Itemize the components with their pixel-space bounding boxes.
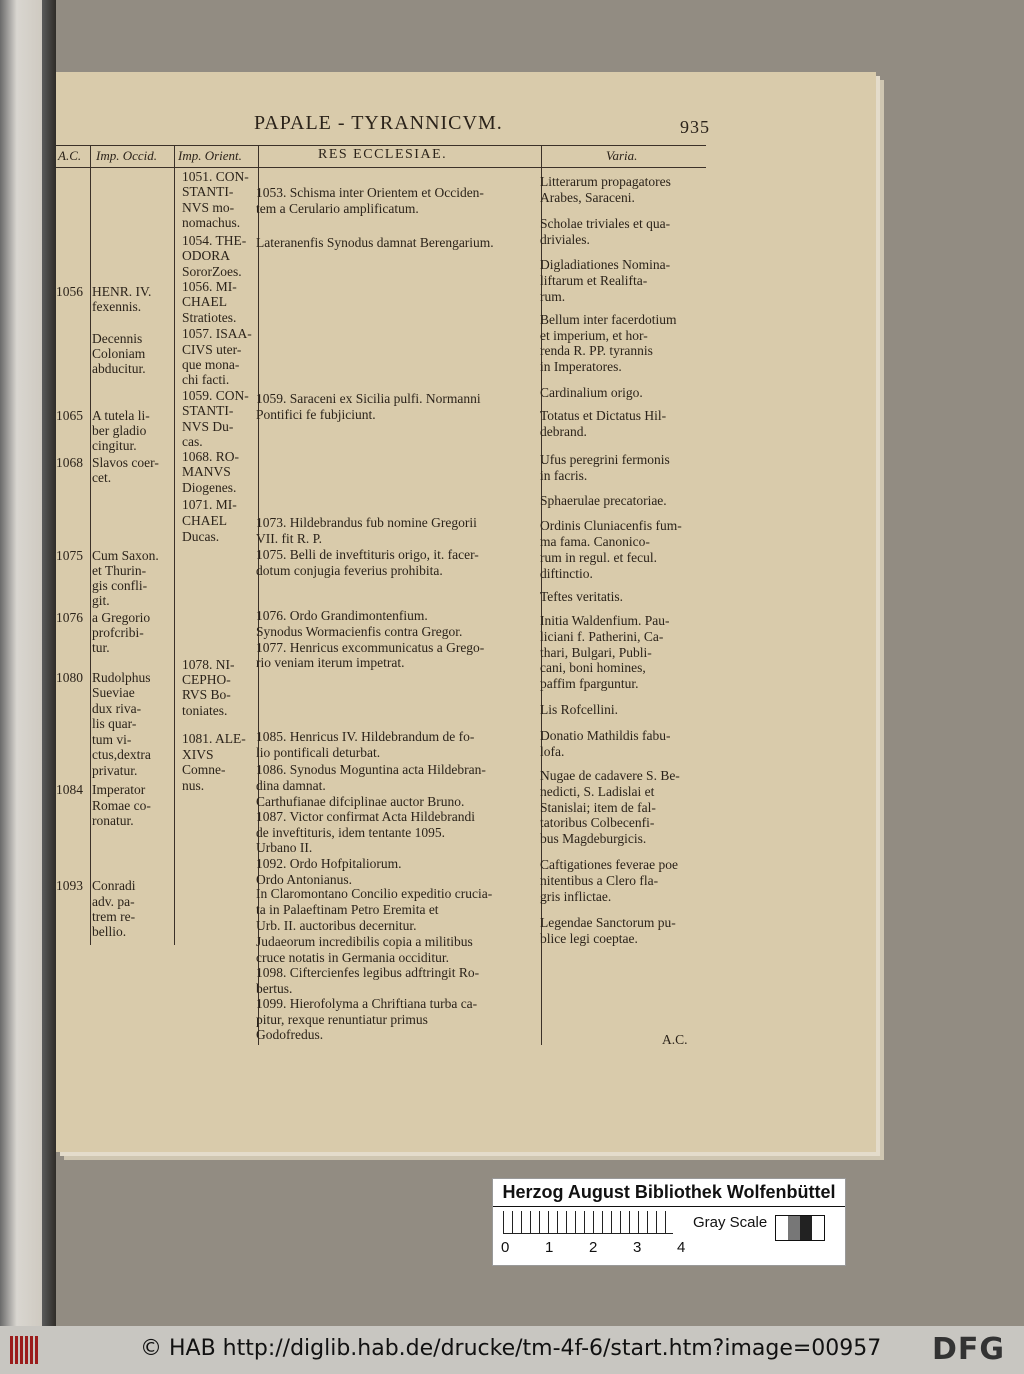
occidental-entry: bellio. <box>92 924 127 939</box>
oriental-entry: STANTI- <box>182 184 234 199</box>
library-name: Herzog August Bibliothek Wolfenbüttel <box>493 1179 845 1207</box>
col-header-ac: A.C. <box>58 148 82 163</box>
occidental-entry: fexennis. <box>92 299 142 314</box>
oriental-entry: cas. <box>182 434 203 449</box>
church-event-line: ta in Palaeftinam Petro Eremita et <box>256 902 439 917</box>
church-event-line: lio pontificali deturbat. <box>256 745 381 760</box>
oriental-entry: SororZoes. <box>182 264 242 279</box>
varia-entry: rum. <box>540 289 566 304</box>
gray-scale-swatch <box>775 1215 825 1241</box>
varia-entry: diftinctio. <box>540 566 593 581</box>
oriental-entry: CHAEL <box>182 513 227 528</box>
col-header-orient: Imp. Orient. <box>178 148 242 163</box>
oriental-entry: Diogenes. <box>182 480 237 495</box>
varia-entry: Cardinalium origo. <box>540 385 643 400</box>
varia-entry: thari, Bulgari, Publi- <box>540 645 652 660</box>
varia-entry: Lis Rofcellini. <box>540 702 618 717</box>
occidental-entry: git. <box>92 593 110 608</box>
dfg-logo: DFG <box>932 1332 1006 1367</box>
church-event-line: 1077. Henricus excommunicatus a Grego- <box>256 640 485 655</box>
occidental-entry: adv. pa- <box>92 894 135 909</box>
occidental-entry: dux riva- <box>92 701 142 716</box>
varia-entry: in facris. <box>540 468 588 483</box>
scale-ruler <box>492 1178 846 1266</box>
col-header-varia: Varia. <box>606 148 638 163</box>
church-event-line: de inveftituris, idem tentante 1095. <box>256 825 445 840</box>
oriental-entry: 1071. MI- <box>182 497 237 512</box>
varia-entry: Arabes, Saraceni. <box>540 190 635 205</box>
church-event-line: 1059. Saraceni ex Sicilia pulfi. Normanni <box>256 391 481 406</box>
oriental-entry: Comne- <box>182 762 226 777</box>
church-event-line: dotum conjugia feverius prohibita. <box>256 563 443 578</box>
occidental-entry: profcribi- <box>92 625 144 640</box>
col-header-res: RES ECCLESIAE. <box>318 147 448 162</box>
occidental-entry: tum vi- <box>92 732 132 747</box>
occidental-entry: ctus,dextra <box>92 747 151 762</box>
year-label: 1076 <box>56 610 83 625</box>
oriental-entry: 1056. MI- <box>182 279 237 294</box>
church-event-line: 1099. Hierofolyma a Chriftiana turba ca- <box>256 996 478 1011</box>
occidental-entry: Cum Saxon. <box>92 548 159 563</box>
occidental-entry: gis confli- <box>92 578 148 593</box>
varia-entry: Sphaerulae precatoriae. <box>540 493 667 508</box>
varia-entry: driviales. <box>540 232 590 247</box>
church-event-line: 1092. Ordo Hofpitaliorum. <box>256 856 402 871</box>
occidental-entry: a Gregorio <box>92 610 151 625</box>
oriental-entry: Stratiotes. <box>182 310 237 325</box>
occidental-entry: Sueviae <box>92 685 135 700</box>
oriental-entry: NVS mo- <box>182 200 235 215</box>
church-event-line: Pontifici fe fubjiciunt. <box>256 407 376 422</box>
occidental-entry: ber gladio <box>92 423 147 438</box>
varia-entry: Scholae triviales et qua- <box>540 216 671 231</box>
occidental-entry: Romae co- <box>92 798 151 813</box>
varia-entry: nitentibus a Clero fla- <box>540 873 659 888</box>
varia-entry: gris inflictae. <box>540 889 612 904</box>
occidental-entry: ronatur. <box>92 813 134 828</box>
occidental-entry: cet. <box>92 470 112 485</box>
oriental-entry: que mona- <box>182 357 240 372</box>
church-event-line: pitur, rexque renuntiatur primus <box>256 1012 428 1027</box>
oriental-entry: 1078. NI- <box>182 657 235 672</box>
year-label: 1056 <box>56 284 83 299</box>
varia-entry: Donatio Mathildis fabu- <box>540 728 671 743</box>
oriental-entry: MANVS <box>182 464 231 479</box>
occidental-entry: tur. <box>92 640 110 655</box>
church-event-line: rio veniam iterum impetrat. <box>256 655 405 670</box>
varia-entry: Totatus et Dictatus Hil- <box>540 408 667 423</box>
footer-bar <box>0 1326 1024 1374</box>
church-event-line: Urb. II. auctoribus decernitur. <box>256 918 417 933</box>
occidental-entry: lis quar- <box>92 716 137 731</box>
church-event-line: Synodus Wormacienfis contra Gregor. <box>256 624 463 639</box>
varia-entry: Ufus peregrini fermonis <box>540 452 670 467</box>
ruler-number: 0 <box>501 1239 510 1256</box>
occidental-entry: Decennis <box>92 331 143 346</box>
oriental-entry: toniates. <box>182 703 228 718</box>
year-label: 1093 <box>56 878 83 893</box>
occidental-entry: privatur. <box>92 763 138 778</box>
varia-entry: Bellum inter facerdotium <box>540 312 677 327</box>
church-event-line: bertus. <box>256 981 293 996</box>
occidental-entry: HENR. IV. <box>92 284 152 299</box>
varia-entry: Teftes veritatis. <box>540 589 624 604</box>
book-page <box>56 72 876 1152</box>
church-event-line: Judaeorum incredibilis copia a militibus <box>256 934 473 949</box>
oriental-entry: 1081. ALE- <box>182 731 246 746</box>
varia-entry: paffim fparguntur. <box>540 676 639 691</box>
varia-entry: Caftigationes feverae poe <box>540 857 678 872</box>
varia-entry: lofa. <box>540 744 565 759</box>
occidental-entry: Imperator <box>92 782 146 797</box>
varia-entry: tatoribus Colbecenfi- <box>540 815 655 830</box>
ruler-ticks <box>503 1211 673 1234</box>
church-event-line: 1085. Henricus IV. Hildebrandum de fo- <box>256 729 475 744</box>
varia-entry: et imperium, et hor- <box>540 328 648 343</box>
varia-entry: bus Magdeburgicis. <box>540 831 647 846</box>
varia-entry: cani, boni homines, <box>540 660 646 675</box>
oriental-entry: RVS Bo- <box>182 687 231 702</box>
oriental-entry: CEPHO- <box>182 672 231 687</box>
oriental-entry: STANTI- <box>182 403 234 418</box>
ruler-number: 3 <box>633 1239 642 1256</box>
hab-logo-icon <box>10 1336 40 1364</box>
oriental-entry: ODORA <box>182 248 231 263</box>
occidental-entry: Conradi <box>92 878 136 893</box>
oriental-entry: Ducas. <box>182 529 220 544</box>
col-header-occid: Imp. Occid. <box>96 148 158 163</box>
ruler-number: 2 <box>589 1239 598 1256</box>
facing-page-edge <box>0 0 42 1326</box>
oriental-entry: CIVS uter- <box>182 342 242 357</box>
ruler-number: 1 <box>545 1239 554 1256</box>
occidental-entry: trem re- <box>92 909 136 924</box>
church-event-line: 1073. Hildebrandus fub nomine Gregorii <box>256 515 477 530</box>
church-event-line: Lateranenfis Synodus damnat Berengarium. <box>256 235 494 250</box>
church-event-line: VII. fit R. P. <box>256 531 323 546</box>
varia-entry: Litterarum propagatores <box>540 174 671 189</box>
year-label: 1068 <box>56 455 83 470</box>
year-label: 1080 <box>56 670 83 685</box>
oriental-entry: 1051. CON- <box>182 169 249 184</box>
church-event-line: cruce notatis in Germania occiditur. <box>256 950 450 965</box>
varia-entry: Initia Waldenfium. Pau- <box>540 613 670 628</box>
gray-scale-label: Gray Scale <box>693 1214 768 1231</box>
varia-entry: Legendae Sanctorum pu- <box>540 915 676 930</box>
year-label: 1065 <box>56 408 83 423</box>
varia-entry: liftarum et Realifta- <box>540 273 648 288</box>
page-number: 935 <box>680 117 710 137</box>
varia-entry: blice legi coeptae. <box>540 931 638 946</box>
church-event-line: 1075. Belli de inveftituris origo, it. facer- <box>256 547 479 562</box>
running-head: PAPALE - TYRANNICVM. <box>254 112 503 134</box>
binding-gutter <box>42 0 56 1326</box>
oriental-entry: 1068. RO- <box>182 449 239 464</box>
ruler-number: 4 <box>677 1239 686 1256</box>
oriental-entry: 1059. CON- <box>182 388 249 403</box>
occidental-entry: Slavos coer- <box>92 455 159 470</box>
occidental-entry: Rudolphus <box>92 670 151 685</box>
oriental-entry: nus. <box>182 778 205 793</box>
varia-entry: renda R. PP. tyrannis <box>540 343 653 358</box>
varia-entry: Nugae de cadavere S. Be- <box>540 768 680 783</box>
occidental-entry: et Thurin- <box>92 563 147 578</box>
varia-entry: ma fama. Canonico- <box>540 534 650 549</box>
church-event-line: 1098. Ciftercienfes legibus adftringit Ro- <box>256 965 480 980</box>
church-event-line: 1086. Synodus Moguntina acta Hildebran- <box>256 762 486 777</box>
church-event-line: Ordo Antonianus. <box>256 872 352 887</box>
oriental-entry: 1057. ISAA- <box>182 326 252 341</box>
year-label: 1084 <box>56 782 83 797</box>
varia-entry: rum in regul. et fecul. <box>540 550 657 565</box>
church-event-line: 1053. Schisma inter Orientem et Occiden- <box>256 185 484 200</box>
occidental-entry: Coloniam <box>92 346 146 361</box>
varia-entry: Digladiationes Nomina- <box>540 257 671 272</box>
varia-entry: nedicti, S. Ladislai et <box>540 784 655 799</box>
church-event-line: In Claromontano Concilio expeditio crucia- <box>256 886 493 901</box>
varia-entry: liciani f. Patherini, Ca- <box>540 629 664 644</box>
varia-entry: debrand. <box>540 424 587 439</box>
varia-entry: Stanislai; item de fal- <box>540 800 656 815</box>
church-event-line: Godofredus. <box>256 1027 324 1042</box>
oriental-entry: XIVS <box>182 747 214 762</box>
occidental-entry: cingitur. <box>92 438 137 453</box>
varia-entry: Ordinis Cluniacenfis fum- <box>540 518 682 533</box>
footer-credit-link[interactable]: © HAB http://diglib.hab.de/drucke/tm-4f-6/start.htm?image=00957 <box>140 1336 882 1361</box>
occidental-entry: abducitur. <box>92 361 146 376</box>
oriental-entry: nomachus. <box>182 215 241 230</box>
church-event-line: Urbano II. <box>256 840 313 855</box>
varia-entry: in Imperatores. <box>540 359 622 374</box>
church-event-line: 1076. Ordo Grandimontenfium. <box>256 608 428 623</box>
church-event-line: 1087. Victor confirmat Acta Hildebrandi <box>256 809 476 824</box>
oriental-entry: chi facti. <box>182 372 230 387</box>
catchword: A.C. <box>662 1032 688 1047</box>
occidental-entry: A tutela li- <box>92 408 150 423</box>
church-event-line: tem a Cerulario amplificatum. <box>256 201 419 216</box>
oriental-entry: NVS Du- <box>182 419 234 434</box>
oriental-entry: 1054. THE- <box>182 233 247 248</box>
year-label: 1075 <box>56 548 83 563</box>
oriental-entry: CHAEL <box>182 294 227 309</box>
church-event-line: Carthufianae difciplinae auctor Bruno. <box>256 794 465 809</box>
church-event-line: dina damnat. <box>256 778 326 793</box>
